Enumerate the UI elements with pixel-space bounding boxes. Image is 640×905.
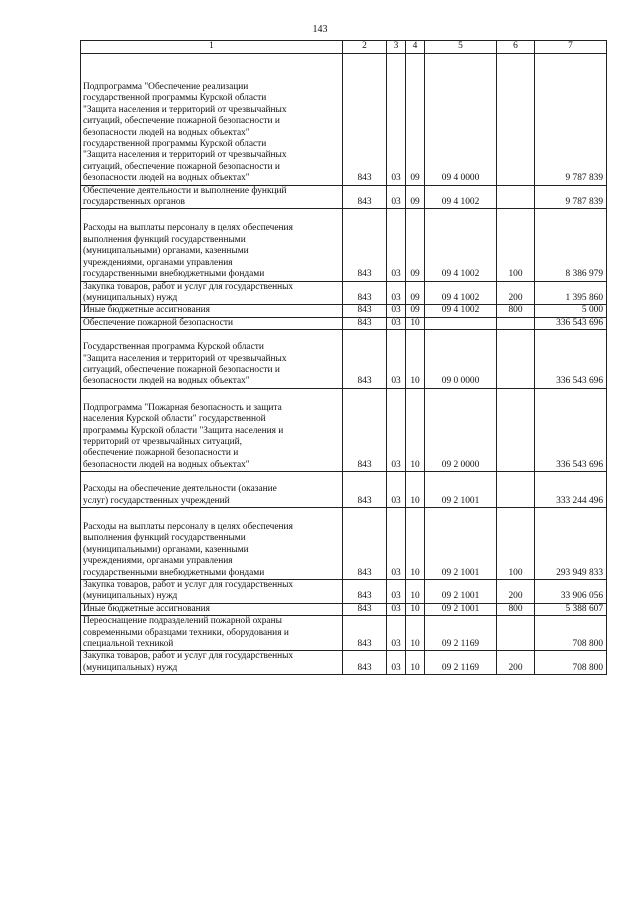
row-section: 03 <box>387 330 406 389</box>
table-row <box>81 317 607 329</box>
row-expense-type <box>497 330 535 389</box>
row-name: Расходы на выплаты персоналу в целях обеспечения выполнения функций государственными (муниципальными) органами, казенными учреждениями, органами управления государственными внебюджетными фондами <box>81 508 343 580</box>
row-section: 03 <box>387 651 406 675</box>
row-grbs: 843 <box>343 580 387 604</box>
row-expense-type: 100 <box>497 508 535 580</box>
header-col-3: 3 <box>387 41 406 54</box>
row-grbs: 843 <box>343 54 387 186</box>
row-expense-type <box>497 54 535 186</box>
row-amount: 293 949 833 <box>535 508 607 580</box>
row-target-code <box>425 317 497 329</box>
row-expense-type: 200 <box>497 281 535 305</box>
row-grbs: 843 <box>343 616 387 651</box>
row-grbs: 843 <box>343 388 387 471</box>
row-target-code: 09 2 1001 <box>425 508 497 580</box>
row-amount: 1 395 860 <box>535 281 607 305</box>
row-subsection: 09 <box>406 209 425 281</box>
row-name: Переоснащение подразделений пожарной охраны современными образцами техники, оборудования и специальной техникой <box>81 616 343 651</box>
row-name: Иные бюджетные ассигнования <box>81 305 343 317</box>
row-grbs: 843 <box>343 603 387 615</box>
row-grbs: 843 <box>343 317 387 329</box>
table-row <box>81 305 607 317</box>
row-section: 03 <box>387 616 406 651</box>
row-subsection: 10 <box>406 508 425 580</box>
table-row <box>81 209 607 281</box>
row-subsection: 10 <box>406 472 425 508</box>
row-amount: 708 800 <box>535 616 607 651</box>
row-section: 03 <box>387 317 406 329</box>
table-row <box>81 330 607 389</box>
row-section: 03 <box>387 209 406 281</box>
row-target-code: 09 2 1169 <box>425 651 497 675</box>
row-target-code: 09 2 1001 <box>425 603 497 615</box>
row-subsection: 09 <box>406 281 425 305</box>
row-name: Закупка товаров, работ и услуг для государственных (муниципальных) нужд <box>81 651 343 675</box>
row-expense-type: 800 <box>497 603 535 615</box>
row-expense-type <box>497 317 535 329</box>
row-name: Обеспечение пожарной безопасности <box>81 317 343 329</box>
row-amount: 708 800 <box>535 651 607 675</box>
row-grbs: 843 <box>343 330 387 389</box>
row-name: Иные бюджетные ассигнования <box>81 603 343 615</box>
table-row <box>81 388 607 471</box>
table-row <box>81 580 607 604</box>
row-name: Государственная программа Курской области "Защита населения и территорий от чрезвычайных ситуаций, обеспечение пожарной безопасности и безопасности людей на водных объектах" <box>81 330 343 389</box>
row-amount: 333 244 496 <box>535 472 607 508</box>
row-amount: 33 906 056 <box>535 580 607 604</box>
row-subsection: 09 <box>406 54 425 186</box>
row-section: 03 <box>387 388 406 471</box>
row-grbs: 843 <box>343 472 387 508</box>
table-row <box>81 616 607 651</box>
table-row <box>81 508 607 580</box>
header-col-4: 4 <box>406 41 425 54</box>
row-amount: 5 000 <box>535 305 607 317</box>
row-subsection: 10 <box>406 651 425 675</box>
row-target-code: 09 4 1002 <box>425 209 497 281</box>
header-row <box>81 41 607 54</box>
table-row <box>81 281 607 305</box>
row-section: 03 <box>387 472 406 508</box>
row-name: Закупка товаров, работ и услуг для государственных (муниципальных) нужд <box>81 580 343 604</box>
row-section: 03 <box>387 305 406 317</box>
row-amount: 5 388 607 <box>535 603 607 615</box>
row-expense-type <box>497 388 535 471</box>
row-expense-type: 800 <box>497 305 535 317</box>
header-col-7: 7 <box>535 41 607 54</box>
row-subsection: 10 <box>406 388 425 471</box>
row-grbs: 843 <box>343 281 387 305</box>
row-name: Расходы на обеспечение деятельности (оказание услуг) государственных учреждений <box>81 472 343 508</box>
row-target-code: 09 2 1001 <box>425 472 497 508</box>
row-grbs: 843 <box>343 305 387 317</box>
row-expense-type <box>497 616 535 651</box>
header-col-5: 5 <box>425 41 497 54</box>
row-section: 03 <box>387 54 406 186</box>
row-expense-type: 200 <box>497 580 535 604</box>
header-col-6: 6 <box>497 41 535 54</box>
row-expense-type <box>497 472 535 508</box>
row-target-code: 09 4 1002 <box>425 281 497 305</box>
row-amount: 9 787 839 <box>535 185 607 209</box>
row-target-code: 09 0 0000 <box>425 330 497 389</box>
row-section: 03 <box>387 508 406 580</box>
row-section: 03 <box>387 281 406 305</box>
table-row <box>81 603 607 615</box>
row-section: 03 <box>387 603 406 615</box>
table-row <box>81 651 607 675</box>
row-amount: 8 386 979 <box>535 209 607 281</box>
row-name: Обеспечение деятельности и выполнение функций государственных органов <box>81 185 343 209</box>
row-name: Подпрограмма "Обеспечение реализации государственной программы Курской области "Защита населения и территорий от чрезвычайных ситуаций, обеспечение пожарной безопасности и безопасности людей на водных объектах" государственной программы Курской области "Защита населения и территорий от чрезвычайных ситуаций, обеспечение пожарной безопасности и безопасности людей на водных объектах" <box>81 54 343 186</box>
row-subsection: 10 <box>406 330 425 389</box>
row-expense-type: 200 <box>497 651 535 675</box>
row-name: Расходы на выплаты персоналу в целях обеспечения выполнения функций государственными (муниципальными) органами, казенными учреждениями, органами управления государственными внебюджетными фондами <box>81 209 343 281</box>
row-subsection: 09 <box>406 305 425 317</box>
row-target-code: 09 2 1001 <box>425 580 497 604</box>
row-target-code: 09 4 1002 <box>425 305 497 317</box>
row-expense-type <box>497 185 535 209</box>
row-target-code: 09 4 1002 <box>425 185 497 209</box>
row-target-code: 09 2 1169 <box>425 616 497 651</box>
row-grbs: 843 <box>343 209 387 281</box>
row-amount: 336 543 696 <box>535 317 607 329</box>
row-subsection: 10 <box>406 317 425 329</box>
row-name: Закупка товаров, работ и услуг для государственных (муниципальных) нужд <box>81 281 343 305</box>
header-col-1: 1 <box>81 41 343 54</box>
table-row <box>81 185 607 209</box>
row-target-code: 09 2 0000 <box>425 388 497 471</box>
row-amount: 9 787 839 <box>535 54 607 186</box>
row-target-code: 09 4 0000 <box>425 54 497 186</box>
table-row <box>81 54 607 186</box>
row-expense-type: 100 <box>497 209 535 281</box>
row-subsection: 10 <box>406 616 425 651</box>
row-subsection: 10 <box>406 603 425 615</box>
row-section: 03 <box>387 185 406 209</box>
row-amount: 336 543 696 <box>535 388 607 471</box>
row-grbs: 843 <box>343 508 387 580</box>
page-number: 143 <box>312 24 328 35</box>
row-amount: 336 543 696 <box>535 330 607 389</box>
row-grbs: 843 <box>343 651 387 675</box>
header-col-2: 2 <box>343 41 387 54</box>
row-subsection: 09 <box>406 185 425 209</box>
row-section: 03 <box>387 580 406 604</box>
row-name: Подпрограмма "Пожарная безопасность и защита населения Курской области" государственной программы Курской области "Защита населения и территорий от чрезвычайных ситуаций, обеспечение пожарной безопасности и безопасности людей на водных объектах" <box>81 388 343 471</box>
table-row <box>81 472 607 508</box>
row-grbs: 843 <box>343 185 387 209</box>
budget-table <box>80 40 607 675</box>
row-subsection: 10 <box>406 580 425 604</box>
